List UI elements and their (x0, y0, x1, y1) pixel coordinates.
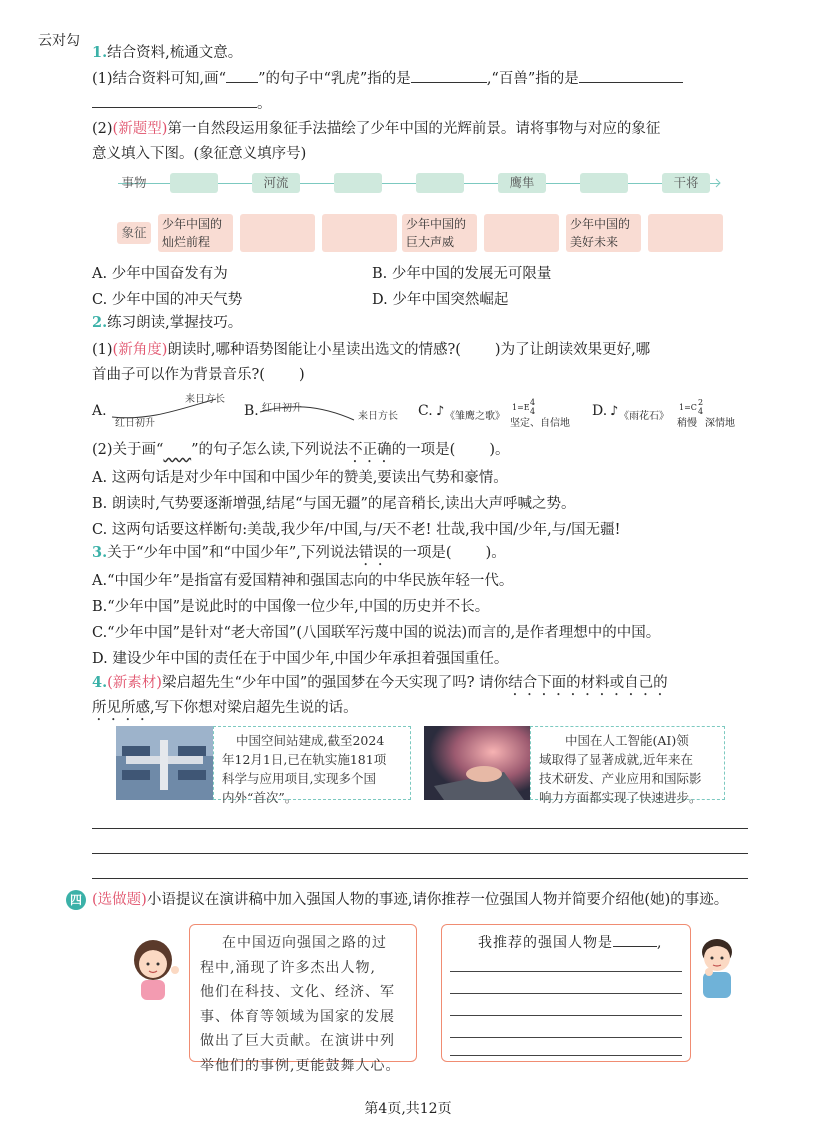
graph-d-meter-top: 2 (698, 398, 704, 407)
thing-box: 鹰隼 (498, 173, 546, 193)
ai-laptop-icon (424, 726, 530, 800)
q1-option-c[interactable]: C. 少年中国的冲天气势 (92, 292, 243, 308)
q4-title: 4.(新素材)梁启超先生“少年中国”的强国梦在今天实现了吗? 请你结合下面的材料或自己的 (92, 674, 668, 691)
graph-d-key: 1=C (679, 403, 697, 412)
graph-d-song: 《雨花石》 (619, 411, 669, 422)
answer-line[interactable] (450, 1055, 682, 1056)
graph-a-high: 来日方长 (185, 394, 225, 405)
q1-option-a[interactable]: A. 少年中国奋发有为 (92, 266, 228, 282)
section-badge: 四 (66, 890, 86, 910)
graph-b-high: 红日初升 (262, 403, 302, 414)
answer-blank[interactable] (92, 93, 257, 108)
brand-label: 云对勾 (38, 33, 80, 49)
answer-line[interactable] (92, 853, 748, 854)
space-station-icon (116, 726, 213, 800)
answer-line[interactable] (450, 1015, 682, 1016)
q2-option-a[interactable]: A. 这两句话是对少年中国和中国少年的赞美,要读出气势和豪情。 (92, 470, 508, 486)
q2-title: 2.练习朗读,掌握技巧。 (92, 314, 243, 331)
answer-blank[interactable] (579, 68, 683, 83)
graph-d-mood-2: 深情地 (705, 418, 735, 429)
q2-sub1-cont: 首曲子可以作为背景音乐?( ) (92, 367, 305, 383)
graph-d-meter-bottom: 4 (698, 407, 704, 416)
answer-line[interactable] (450, 1037, 682, 1038)
q1-sub2: (2)(新题型)第一自然段运用象征手法描绘了少年中国的光辉前景。请将事物与对应的象征 (92, 121, 661, 137)
material-card-ai: 中国在人工智能(AI)领 域取得了显著成就,近年来在 技术研发、产业应用和国际影 响力方面都实现了快速进步。 (530, 726, 725, 800)
thing-box: 干将 (662, 173, 710, 193)
q2-option-b[interactable]: B. 朗读时,气势要逐渐增强,结尾“与国无疆”的尾音稍长,读出大声呼喊之势。 (92, 496, 576, 512)
symbol-box[interactable] (322, 214, 397, 252)
symbol-box[interactable] (484, 214, 559, 252)
answer-blank[interactable] (613, 932, 657, 947)
thing-box[interactable] (416, 173, 464, 193)
underline-marker (226, 68, 258, 83)
thing-box[interactable] (170, 173, 218, 193)
girl-avatar-icon (125, 936, 185, 1000)
recommend-prompt: 我推荐的强国人物是 , (478, 932, 662, 952)
thing-box[interactable] (334, 173, 382, 193)
music-note-icon: ♪ (436, 404, 445, 419)
graph-c-song: 《雏鹰之歌》 (445, 411, 505, 422)
q1-option-b[interactable]: B. 少年中国的发展无可限量 (372, 266, 552, 282)
symbol-box[interactable] (648, 214, 723, 252)
graph-c-key: 1=E (512, 403, 530, 412)
q1-sub1-cont: 。 (92, 93, 272, 114)
graph-a-letter[interactable]: A. (92, 403, 107, 419)
symbol-box: 少年中国的 灿烂前程 (158, 214, 233, 252)
space-station-image (116, 726, 213, 800)
graph-b-low: 来日方长 (358, 411, 398, 422)
q1-title: 1.结合资料,梳通文意。 (92, 44, 243, 61)
q3-option-b[interactable]: B.“少年中国”是说此时的中国像一位少年,中国的历史并不长。 (92, 599, 490, 615)
answer-blank[interactable] (411, 68, 487, 83)
graph-a-low: 红日初升 (115, 418, 155, 429)
boy-avatar-icon (695, 934, 741, 998)
q3-option-a[interactable]: A.“中国少年”是指富有爱国精神和强国志向的中华民族年轻一代。 (92, 573, 514, 589)
q5-title: (选做题)小语提议在演讲稿中加入强国人物的事迹,请你推荐一位强国人物并简要介绍他(她)的事迹。 (92, 892, 729, 908)
answer-line[interactable] (92, 828, 748, 829)
graph-b-letter[interactable]: B. (244, 403, 259, 419)
q3-option-c[interactable]: C.“少年中国”是针对“老大帝国”(八国联军污蔑中国的说法)而言的,是作者理想中的中国。 (92, 625, 661, 641)
thing-box[interactable] (580, 173, 628, 193)
graph-c-letter[interactable]: C. (418, 403, 433, 419)
q1-sub2-cont: 意义填入下图。(象征意义填序号) (92, 146, 307, 162)
speech-bubble-right (441, 924, 691, 1062)
ai-laptop-image (424, 726, 530, 800)
q3-title: 3.关于“少年中国”和“中国少年”,下列说法错误的一项是( )。 (92, 544, 506, 561)
page-number: 第4页,共12页 (364, 1101, 452, 1117)
speech-bubble-left: 在中国迈向强国之路的过 程中,涌现了许多杰出人物, 他们在科技、文化、经济、军 事、体育等领域为国家的发展 做出了巨大贡献。在演讲中列 举他们的事例,更能鼓舞人心。 (189, 924, 417, 1062)
q2-sub2: (2)关于画“ ”的句子怎么读,下列说法不正确的一项是( )。 (92, 442, 510, 458)
wavy-marker (163, 442, 191, 458)
answer-line[interactable] (450, 993, 682, 994)
thing-box: 河流 (252, 173, 300, 193)
graph-c-mood: 坚定、自信地 (510, 418, 570, 429)
answer-line[interactable] (450, 971, 682, 972)
symbol-box: 少年中国的 巨大声威 (402, 214, 477, 252)
q2-option-c[interactable]: C. 这两句话要这样断句:美哉,我少年/中国,与/天不老! 壮哉,我中国/少年,与/国无疆! (92, 522, 621, 538)
graph-c-meter-top: 4 (530, 398, 536, 407)
graph-d-mood-1: 稍慢 (677, 418, 697, 429)
q4-title-cont: 所见所感,写下你想对梁启超先生说的话。 (92, 700, 358, 716)
graph-d-letter[interactable]: D. (592, 403, 608, 419)
q2-sub1: (1)(新角度)朗读时,哪种语势图能让小星读出选文的情感?( )为了让朗读效果更好,哪 (92, 342, 651, 358)
q1-sub1: (1)结合资料可知,画“ ”的句子中“乳虎”指的是 ,“百兽”指的是 (92, 68, 683, 89)
row-label-symbols: 象征 (117, 222, 151, 244)
symbol-box[interactable] (240, 214, 315, 252)
row-label-things: 事物 (121, 175, 147, 190)
music-note-icon: ♪ (610, 404, 619, 419)
q1-option-d[interactable]: D. 少年中国突然崛起 (372, 292, 509, 308)
q3-option-d[interactable]: D. 建设少年中国的责任在于中国少年,中国少年承担着强国重任。 (92, 651, 509, 667)
answer-line[interactable] (92, 878, 748, 879)
symbol-box: 少年中国的 美好未来 (566, 214, 641, 252)
graph-c-meter-bottom: 4 (530, 407, 536, 416)
material-card-space: 中国空间站建成,截至2024 年12月1日,已在轨实施181项 科学与应用项目,实现多个国 内外“首次”。 (213, 726, 411, 800)
